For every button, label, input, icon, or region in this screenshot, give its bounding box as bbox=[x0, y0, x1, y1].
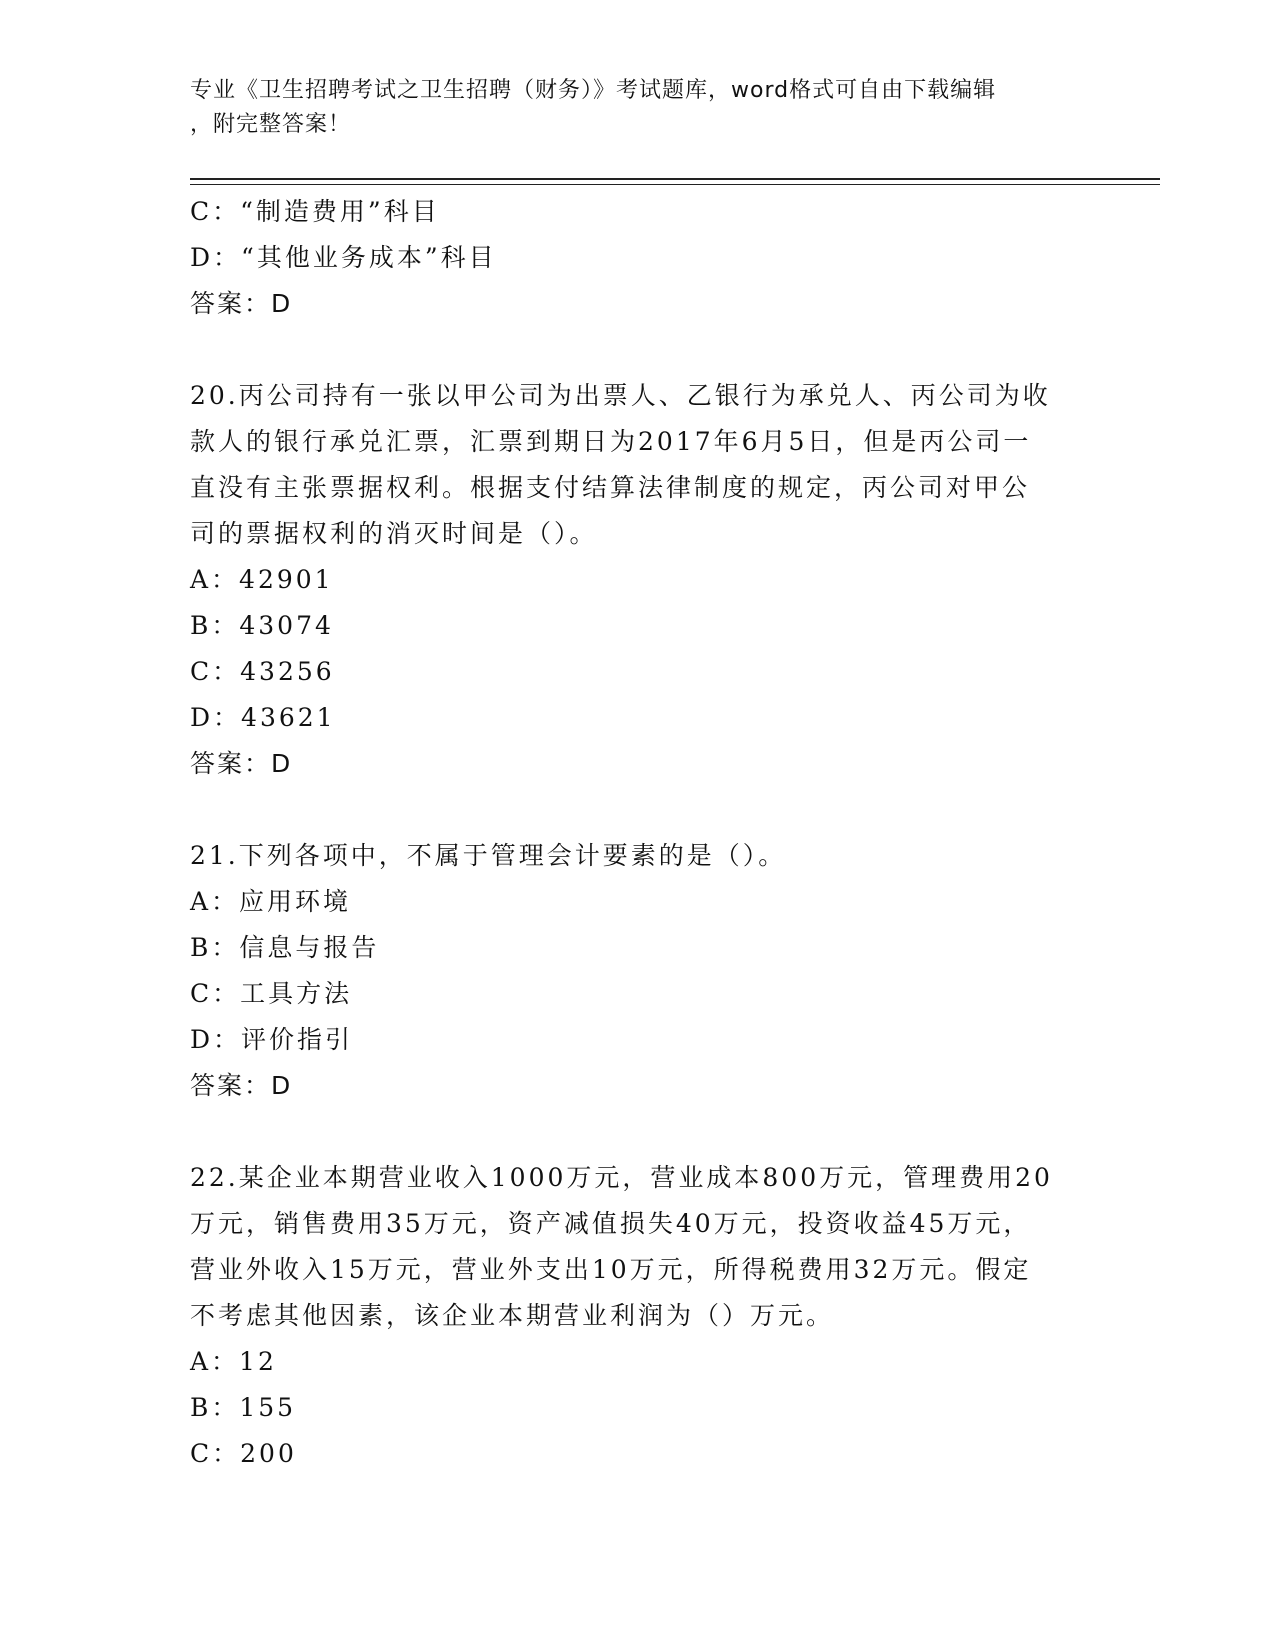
option-c: C：43256 bbox=[190, 657, 335, 686]
option-a: A：12 bbox=[190, 1347, 277, 1376]
stem-line: 22.某企业本期营业收入1000万元，营业成本800万元，管理费用20 bbox=[190, 1163, 1053, 1192]
stem-line: 款人的银行承兑汇票，汇票到期日为2017年6月5日，但是丙公司一 bbox=[190, 427, 1032, 456]
option-d: D：评价指引 bbox=[190, 1025, 354, 1054]
header-line-2: ，附完整答案！ bbox=[190, 112, 352, 137]
option-b: B：155 bbox=[190, 1393, 297, 1422]
option-c: C：工具方法 bbox=[190, 979, 353, 1008]
question-stem: 21.下列各项中，不属于管理会计要素的是（）。 bbox=[190, 841, 787, 870]
question-list bbox=[190, 189, 1090, 1477]
spacer bbox=[190, 1109, 1090, 1155]
answer-line: 答案：D bbox=[190, 289, 293, 318]
option-b: B：43074 bbox=[190, 611, 334, 640]
question-stem bbox=[190, 1155, 1080, 1339]
question-stem bbox=[190, 373, 1080, 557]
stem-line: 司的票据权利的消灭时间是（）。 bbox=[190, 519, 598, 548]
option-b: B：信息与报告 bbox=[190, 933, 380, 962]
option-a: A：42901 bbox=[190, 565, 334, 594]
option-d: D：“其他业务成本”科目 bbox=[190, 243, 497, 272]
question-19-tail bbox=[190, 189, 1090, 327]
option-c: C：200 bbox=[190, 1439, 297, 1468]
question-20 bbox=[190, 373, 1090, 787]
option-a: A：应用环境 bbox=[190, 887, 352, 916]
question-21 bbox=[190, 833, 1090, 1109]
stem-line: 不考虑其他因素，该企业本期营业利润为（）万元。 bbox=[190, 1301, 835, 1330]
answer-line: 答案：D bbox=[190, 1071, 293, 1100]
spacer bbox=[190, 327, 1090, 373]
stem-line: 20.丙公司持有一张以甲公司为出票人、乙银行为承兑人、丙公司为收 bbox=[190, 381, 1051, 410]
option-c: C：“制造费用”科目 bbox=[190, 197, 440, 226]
answer-line: 答案：D bbox=[190, 749, 293, 778]
option-d: D：43621 bbox=[190, 703, 336, 732]
stem-line: 营业外收入15万元，营业外支出10万元，所得税费用32万元。假定 bbox=[190, 1255, 1032, 1284]
question-22 bbox=[190, 1155, 1090, 1477]
header-divider-thick bbox=[190, 178, 1160, 180]
spacer bbox=[190, 787, 1090, 833]
header-divider-thin bbox=[190, 184, 1160, 185]
stem-line: 直没有主张票据权利。根据支付结算法律制度的规定，丙公司对甲公 bbox=[190, 473, 1031, 502]
header-line-1: 专业《卫生招聘考试之卫生招聘（财务）》考试题库，word格式可自由下载编辑 bbox=[190, 78, 997, 103]
stem-line: 万元，销售费用35万元，资产减值损失40万元，投资收益45万元， bbox=[190, 1209, 1032, 1238]
document-header bbox=[190, 74, 1090, 142]
